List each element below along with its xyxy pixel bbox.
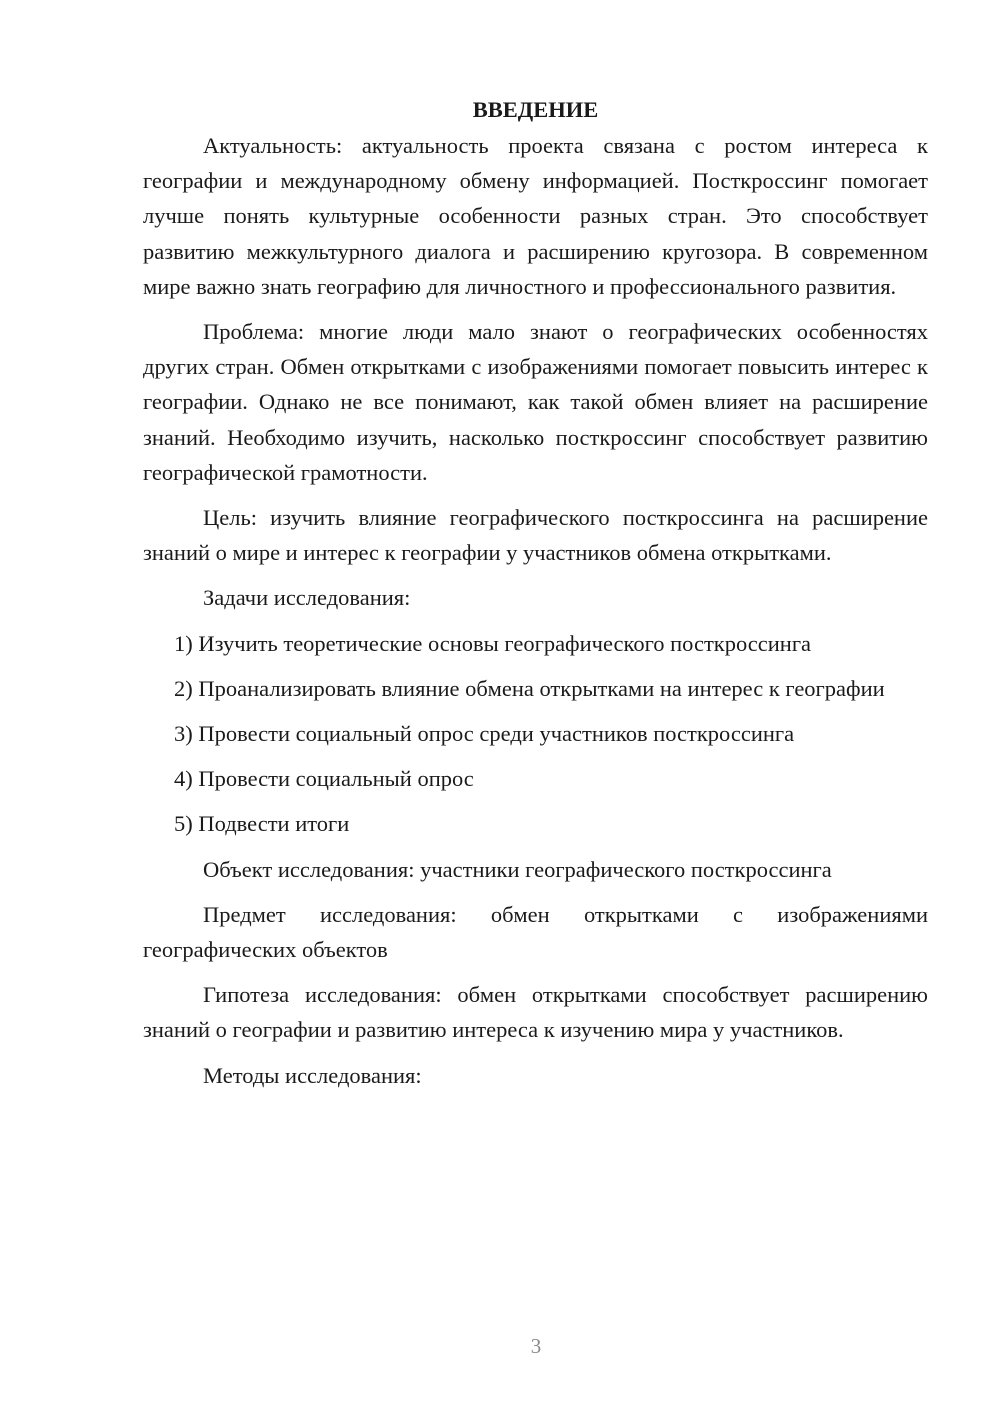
task-item-5: 5) Подвести итоги (174, 811, 350, 837)
relevance-paragraph: Актуальность: актуальность проекта связана с ростом интереса к географии и международному обмену информацией. Посткроссинг помогает лучше понять культурные особенности разных стран. Это способствует развитию межкультурного диалога и расширению кругозора. В современном мире важно знать географию для личностного и профессионального развития. (143, 133, 928, 299)
tasks-title: Задачи исследования: (203, 585, 411, 611)
task-item-1: 1) Изучить теоретические основы географического посткроссинга (174, 630, 812, 656)
methods-title: Методы исследования: (203, 1062, 422, 1088)
task-item-3: 3) Провести социальный опрос среди участников посткроссинга (174, 721, 795, 747)
problem-paragraph: Проблема: многие люди мало знают о географических особенностях других стран. Обмен открытками с изображениями помогает повысить интерес к географии. Однако не все понимают, как такой обмен влияет на расширение знаний. Необходимо изучить, насколько посткроссинг способствует развитию географической грамотности. (143, 319, 928, 485)
goal-paragraph: Цель: изучить влияние географического посткроссинга на расширение знаний о мире и интерес к географии у участников обмена открытками. (143, 505, 928, 566)
page-number: 3 (530, 1334, 542, 1358)
document-page (143, 92, 928, 1103)
task-item-2: 2) Проанализировать влияние обмена открытками на интерес к географии (174, 675, 885, 701)
hypothesis-paragraph: Гипотеза исследования: обмен открытками способствует расширению знаний о географии и развитию интереса к изучению мира у участников. (143, 982, 928, 1043)
task-item-4: 4) Провести социальный опрос (174, 766, 474, 792)
document-heading: ВВЕДЕНИЕ (472, 97, 599, 122)
object-paragraph: Объект исследования: участники географического посткроссинга (203, 856, 832, 882)
subject-paragraph: Предмет исследования: обмен открытками с изображениями географических объектов (143, 901, 928, 963)
